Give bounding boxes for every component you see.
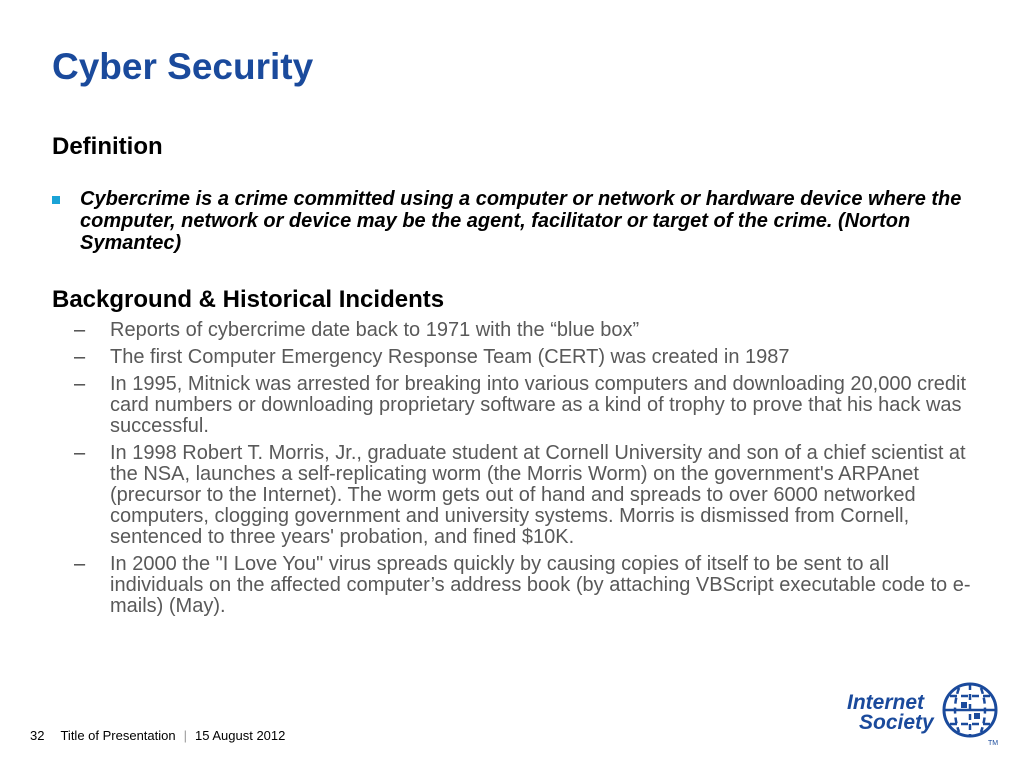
incident-text: In 1995, Mitnick was arrested for breaking into various computers and downloading 20,000 credit card numbers or downloading proprietary software as a kind of trophy to prove that his hack was successful. — [110, 373, 967, 437]
dash-bullet: – — [74, 553, 86, 575]
list-item — [74, 320, 974, 341]
definition-heading: Definition — [52, 133, 163, 160]
presentation-title: Title of Presentation — [60, 728, 176, 743]
trademark-mark: TM — [988, 740, 999, 747]
incident-text: In 1998 Robert T. Morris, Jr., graduate student at Cornell University and son of a chief scientist at the NSA, launches a self-replicating worm (the Morris Worm) on the government's ARPAnet (precursor to the Internet). The worm gets out of hand and spreads to over 6000 networked computers, clogging government and university systems. Morris is dismissed from Cornell, sentenced to three years' probation, and fined $10K. — [110, 442, 966, 548]
list-item — [74, 554, 974, 617]
definition-bullet — [52, 188, 982, 254]
dash-bullet: – — [74, 373, 86, 395]
dash-bullet: – — [74, 319, 86, 341]
background-heading: Background & Historical Incidents — [52, 286, 445, 313]
presentation-date: 15 August 2012 — [195, 728, 286, 743]
internet-society-logo — [845, 678, 1005, 754]
incident-text: In 2000 the "I Love You" virus spreads quickly by causing copies of itself to be sent to all individuals on the affected computer’s address book (by attaching VBScript executable code to e-mails) (May). — [110, 553, 971, 617]
logo-line1: Internet — [847, 691, 925, 714]
list-item — [74, 347, 974, 368]
list-item — [74, 443, 974, 548]
dash-bullet: – — [74, 442, 86, 464]
page-number: 32 — [30, 728, 45, 743]
footer-separator: | — [183, 728, 187, 743]
logo-line2: Society — [859, 711, 934, 734]
incident-text: Reports of cybercrime date back to 1971 with the “blue box” — [110, 319, 640, 341]
square-bullet-icon — [52, 196, 60, 204]
definition-text: Cybercrime is a crime committed using a computer or network or hardware device where the computer, network or device may be the agent, facilitator or target of the crime. (Norton Symantec) — [80, 188, 962, 254]
slide-title: Cyber Security — [52, 46, 314, 87]
globe-icon — [941, 680, 1001, 744]
dash-bullet: – — [74, 346, 86, 368]
incident-text: The first Computer Emergency Response Team (CERT) was created in 1987 — [110, 346, 790, 368]
incident-list — [74, 320, 974, 623]
list-item — [74, 374, 974, 437]
slide-footer — [30, 728, 285, 743]
